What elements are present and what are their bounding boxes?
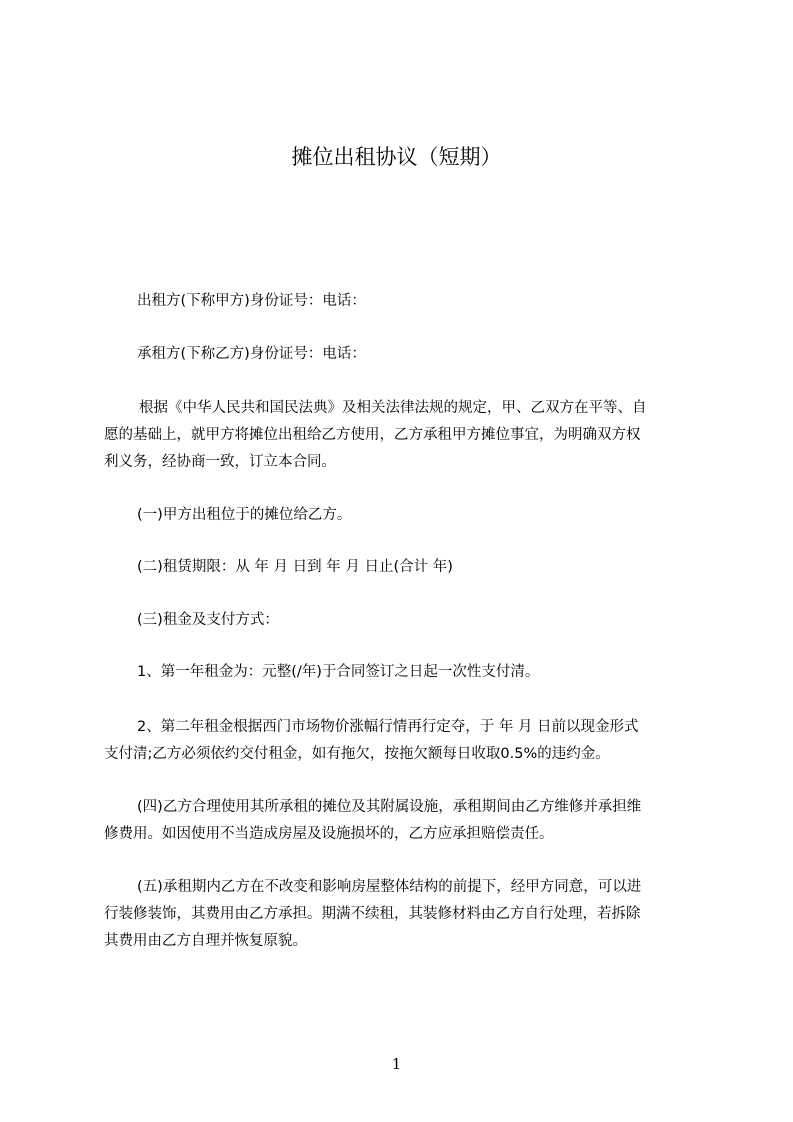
clause-4-line-2: 修费用。如因使用不当造成房屋及设施损坏的，乙方应承担赔偿责任。 — [104, 826, 554, 842]
clause-4-line-1: (四)乙方合理使用其所承租的摊位及其附属设施，承租期间由乙方维修并承担维 — [137, 799, 642, 815]
clause-2: (二)租赁期限：从 年 月 日到 年 月 日止(合计 年) — [137, 559, 453, 575]
clause-5-line-2: 行装修装饰，其费用由乙方承担。期满不续租，其装修材料由乙方自行处理，若拆除 — [104, 906, 641, 922]
lessor-line: 出租方(下称甲方)身份证号：电话： — [137, 293, 366, 309]
clause-3-item-2-line-1: 2、第二年租金根据西门市场物价涨幅行情再行定夺，于 年 月 日前以现金形式 — [137, 719, 639, 735]
document-title: 摊位出租协议（短期） — [291, 145, 502, 169]
page-number: 1 — [391, 1055, 402, 1073]
preamble-line-1: 根据《中华人民共和国民法典》及相关法律法规的规定，甲、乙双方在平等、自 — [139, 400, 647, 416]
clause-5-line-3: 其费用由乙方自理并恢复原貌。 — [104, 933, 307, 949]
clause-3-item-1: 1、第一年租金为：元整(/年)于合同签订之日起一次性支付清。 — [137, 664, 540, 680]
clause-1: (一)甲方出租位于的摊位给乙方。 — [137, 507, 352, 523]
preamble-line-3: 利义务，经协商一致，订立本合同。 — [104, 454, 336, 470]
clause-3: (三)租金及支付方式： — [137, 612, 279, 628]
preamble-line-2: 愿的基础上，就甲方将摊位出租给乙方使用，乙方承租甲方摊位事宜，为明确双方权 — [104, 427, 641, 443]
clause-5-line-1: (五)承租期内乙方在不改变和影响房屋整体结构的前提下，经甲方同意，可以进 — [137, 879, 642, 895]
clause-3-item-2-line-2: 支付清;乙方必须依约交付租金，如有拖欠，按拖欠额每日收取0.5%的违约金。 — [104, 746, 610, 762]
lessee-line: 承租方(下称乙方)身份证号：电话： — [137, 346, 366, 362]
